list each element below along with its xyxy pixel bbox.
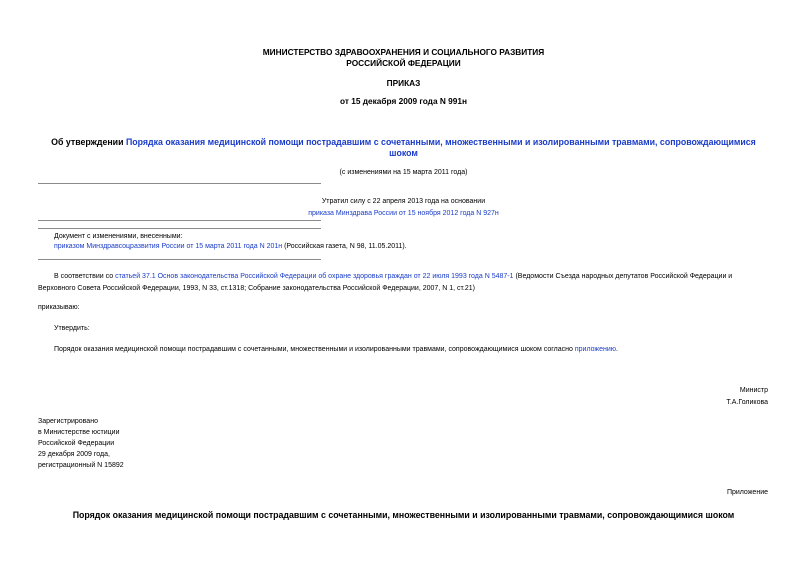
amendment-note: (с изменениями на 15 марта 2011 года)	[339, 169, 468, 176]
ministry-name	[0, 47, 807, 69]
preamble-line-2: Верховного Совета Российской Федерации, 1993, N 33, ст.1318; Собрание законодательства Российской Федерации, 2007, N 1, ст.21)	[38, 285, 475, 292]
divider	[38, 228, 321, 229]
preamble-after: (Ведомости Съезда народных депутатов Российской Федерации и	[513, 273, 733, 280]
divider	[38, 220, 321, 221]
registration-line: Зарегистрировано	[38, 418, 98, 425]
approve-item-text: Порядок оказания медицинской помощи пострадавшим с сочетанными, множественными и изолированными травмами, сопровождающимися шоком согласно	[54, 346, 575, 353]
signature	[726, 385, 768, 409]
appendix-title: Порядок оказания медицинской помощи пострадавшим с сочетанными, множественными и изолированными травмами, сопровождающимися шоком	[72, 510, 735, 520]
title-line-2	[20, 148, 787, 159]
signature-name: Т.А.Голикова	[726, 399, 768, 406]
approve-word: Утвердить:	[54, 325, 90, 332]
ministry-line-2: РОССИЙСКОЙ ФЕДЕРАЦИИ	[346, 58, 461, 68]
order-word: приказываю:	[38, 304, 80, 311]
ministry-line-1: МИНИСТЕРСТВО ЗДРАВООХРАНЕНИЯ И СОЦИАЛЬНОГО РАЗВИТИЯ	[262, 47, 545, 57]
changes-label: Документ с изменениями, внесенными:	[54, 233, 183, 240]
divider	[38, 259, 321, 260]
changes-source: (Российская газета, N 98, 11.05.2011).	[282, 243, 407, 250]
expired-note	[0, 196, 807, 220]
law-article-link[interactable]: статьей 37.1 Основ законодательства Российской Федерации об охране здоровья граждан от 22 июля 1993 года N 5487-1	[115, 273, 514, 280]
document-type: ПРИКАЗ	[386, 78, 421, 88]
registration-line: Российской Федерации	[38, 440, 115, 447]
divider	[38, 183, 321, 184]
appendix-label: Приложение	[726, 489, 768, 496]
changes-line	[54, 241, 407, 253]
changes-order-link[interactable]: приказом Минздравсоцразвития России от 15 марта 2011 года N 201н	[54, 243, 283, 250]
preamble-before: В соответствии со	[54, 273, 116, 280]
preamble-line-1	[54, 271, 732, 283]
document-title	[20, 137, 787, 159]
registration-line: регистрационный N 15892	[38, 462, 124, 469]
title-prefix: Об утверждении	[51, 137, 126, 147]
appendix-link[interactable]: приложению	[574, 346, 617, 353]
registration-line: в Министерстве юстиции	[38, 429, 120, 436]
expired-line: Утратил силу с 22 апреля 2013 года на основании	[321, 198, 486, 205]
title-line-1	[20, 137, 787, 148]
registration-block	[38, 416, 124, 471]
document-date: от 15 декабря 2009 года N 991н	[339, 96, 468, 106]
title-link[interactable]: Порядка оказания медицинской помощи пострадавшим с сочетанными, множественными и изолированными травмами, сопровождающимися	[125, 137, 756, 147]
title-link-continued[interactable]: шоком	[389, 148, 418, 158]
expired-order-link[interactable]: приказа Минздрава России от 15 ноября 2012 года N 927н	[308, 210, 499, 217]
registration-line: 29 декабря 2009 года,	[38, 451, 110, 458]
signature-position: Министр	[739, 387, 768, 394]
approve-item: Порядок оказания медицинской помощи пострадавшим с сочетанными, множественными и изолированными травмами, сопровождающимися шоком согласно приложению.	[54, 346, 618, 353]
